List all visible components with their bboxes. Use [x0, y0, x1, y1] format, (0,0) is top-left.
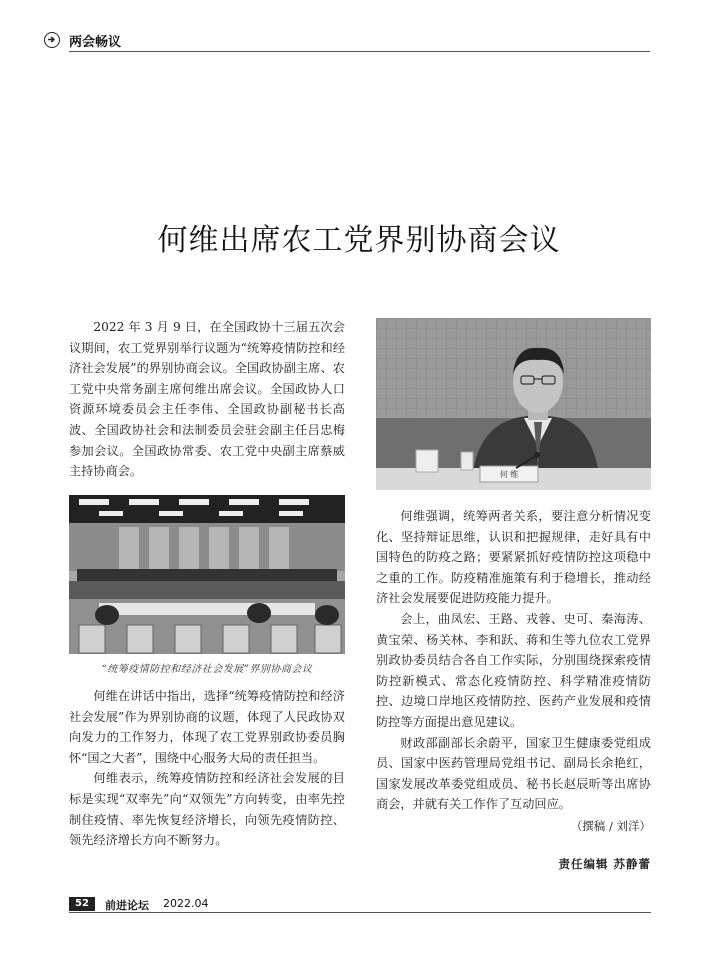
paragraph-5: 会上，曲凤宏、王路、戎蓉、史可、秦海涛、黄宝荣、杨关林、李和跃、蒋和生等九位农工党界别政协委员结合各自工作实际，分别围绕探索疫情防控新模式、常态化疫情防控、科学精准疫情防控、边境口岸地区疫情防控、医药产业发展和疫情防控等方面提出意见建议。 [376, 611, 651, 729]
paragraph-4: 何维强调，统筹两者关系，要注意分析情况变化、坚持辩证思维，认识和把握规律，走好具有中国特色的防疫之路；要紧紧抓好疫情防控这项稳中之重的工作。防疫精准施策有利于稳增长，推动经济社会发展要促进防疫能力提升。 [376, 509, 651, 606]
arrow-circle-icon [44, 32, 60, 48]
paragraph-3: 何维表示，统筹疫情防控和经济社会发展的目标是实现“双率先”向“双领先”方向转变，由率先控制住疫情、率先恢复经济增长，向领先疫情防控、领先经济增长方向不断努力。 [69, 771, 345, 848]
footer-rule [69, 912, 651, 913]
meeting-photo [69, 495, 345, 654]
issue-number: 2022.04 [163, 897, 209, 910]
paragraph-1: 2022 年 3 月 9 日，在全国政协十三届五次会议期间，农工党界别举行议题为“统筹疫情防控和经济社会发展”的界别协商会议。全国政协副主席、农工党中央常务副主席何维出席会议。全国政协人口资源环境委员会主任李伟、全国政协副秘书长高波、全国政协社会和法制委员会驻会副主任吕忠梅参加会议。全国政协常委、农工党中央副主席蔡威主持协商会。 [69, 320, 345, 479]
article-column-left-bottom [69, 686, 345, 851]
byline: （撰稿 / 刘洋） [570, 819, 651, 833]
article-column-left-top [69, 317, 345, 482]
magazine-name: 前进论坛 [105, 899, 149, 912]
nameplate-text: 何 维 [499, 470, 519, 479]
paragraph-6: 财政部副部长余蔚平，国家卫生健康委党组成员、国家中医药管理局党组书记、副局长余艳红，国家发展改革委党组成员、秘书长赵辰昕等出席协商会，并就有关工作作了互动回应。 [376, 735, 651, 812]
article-title: 何维出席农工党界别协商会议 [157, 223, 561, 258]
section-header [44, 30, 650, 52]
responsible-editor: 责任编辑 苏静蕾 [558, 857, 651, 871]
photo-caption: “统筹疫情防控和经济社会发展”界别协商会议 [101, 664, 313, 675]
header-rule [69, 51, 650, 52]
section-label: 两会畅议 [69, 35, 122, 50]
page-footer [69, 897, 651, 913]
page-number: 52 [69, 897, 95, 911]
article-column-right [376, 506, 651, 815]
paragraph-2: 何维在讲话中指出，选择“统筹疫情防控和经济社会发展”作为界别协商的议题，体现了人民政协双向发力的工作努力，体现了农工党界别政协委员胸怀“国之大者”，围绕中心服务大局的责任担当。 [69, 689, 345, 765]
speaker-photo [376, 318, 651, 490]
